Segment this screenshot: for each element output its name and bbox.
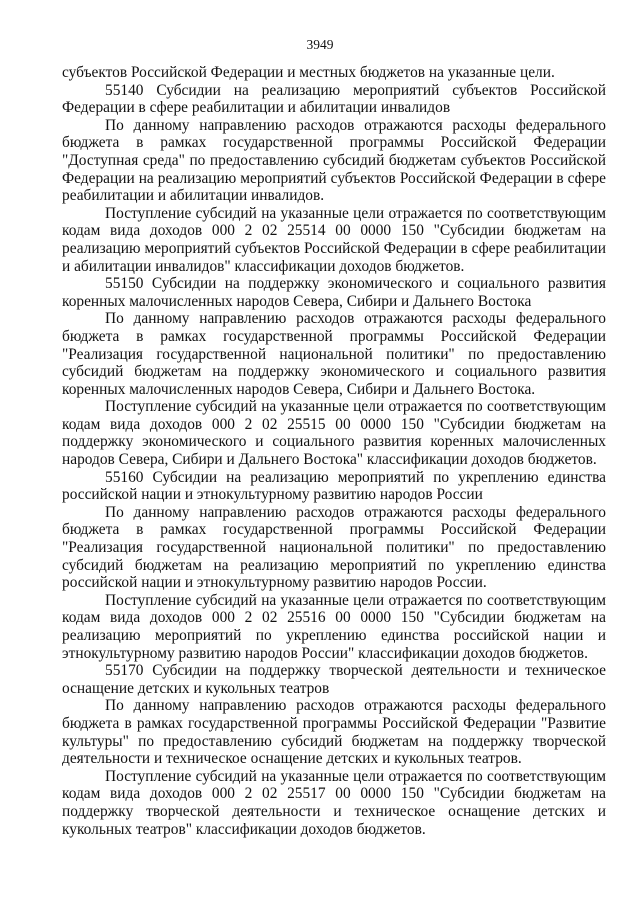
paragraph-income-55160: Поступление субсидий на указанные цели отражается по соответствующим кодам вида доходов 000 2 02 25516 00 0000 150 "Субсидии бюджетам на реализацию мероприятий по укреплению единства российской нации и этнокультурному развитию народов России" классификации доходов бюджетов. [62,591,606,662]
paragraph-continuation: субъектов Российской Федерации и местных бюджетов на указанные цели. [62,64,555,81]
paragraph-expenses-55170: По данному направлению расходов отражаются расходы федерального бюджета в рамках государственной программы Российской Федерации "Развитие культуры" по предоставлению субсидий бюджетам на поддержку творческой деятельности и техническое оснащение детских и кукольных театров. [62,697,606,768]
section-heading-55150: 55150 Субсидии на поддержку экономического и социального развития коренных малочисленных народов Севера, Сибири и Дальнего Востока [62,275,606,310]
paragraph-expenses-55140: По данному направлению расходов отражаются расходы федерального бюджета в рамках государственной программы Российской Федерации "Доступная среда" по предоставлению субсидий бюджетам субъектов Российской Федерации на реализацию мероприятий субъектов Российской Федерации в сфере реабилитации и абилитации инвалидов. [62,116,606,205]
paragraph-expenses-55150: По данному направлению расходов отражаются расходы федерального бюджета в рамках государственной программы Российской Федерации "Реализация государственной национальной политики" по предоставлению субсидий бюджетам на поддержку экономического и социального развития коренных малочисленных народов Севера, Сибири и Дальнего Востока. [62,310,606,398]
section-heading-55170: 55170 Субсидии на поддержку творческой деятельности и техническое оснащение детских и кукольных театров [62,662,606,697]
page-number: 3949 [306,37,334,52]
paragraph-income-55150: Поступление субсидий на указанные цели отражается по соответствующим кодам вида доходов 000 2 02 25515 00 0000 150 "Субсидии бюджетам на поддержку экономического и социального развития коренных малочисленных народов Севера, Сибири и Дальнего Востока" классификации доходов бюджетов. [62,398,606,469]
section-heading-55140: 55140 Субсидии на реализацию мероприятий субъектов Российской Федерации в сфере реабилитации и абилитации инвалидов [62,81,606,117]
paragraph-income-55140: Поступление субсидий на указанные цели отражается по соответствующим кодам вида доходов 000 2 02 25514 00 0000 150 "Субсидии бюджетам на реализацию мероприятий субъектов Российской Федерации в сфере реабилитации и абилитации инвалидов" классификации доходов бюджетов. [62,204,606,275]
section-heading-55160: 55160 Субсидии на реализацию мероприятий по укреплению единства российской нации и этнокультурному развитию народов России [62,468,606,504]
paragraph-income-55170: Поступление субсидий на указанные цели отражается по соответствующим кодам вида доходов 000 2 02 25517 00 0000 150 "Субсидии бюджетам на поддержку творческой деятельности и техническое оснащение детских и кукольных театров" классификации доходов бюджетов. [62,767,606,838]
document-body [62,64,606,838]
paragraph-expenses-55160: По данному направлению расходов отражаются расходы федерального бюджета в рамках государственной программы Российской Федерации "Реализация государственной национальной политики" по предоставлению субсидий бюджетам на реализацию мероприятий по укреплению единства российской нации и этнокультурному развитию народов России. [62,503,606,592]
